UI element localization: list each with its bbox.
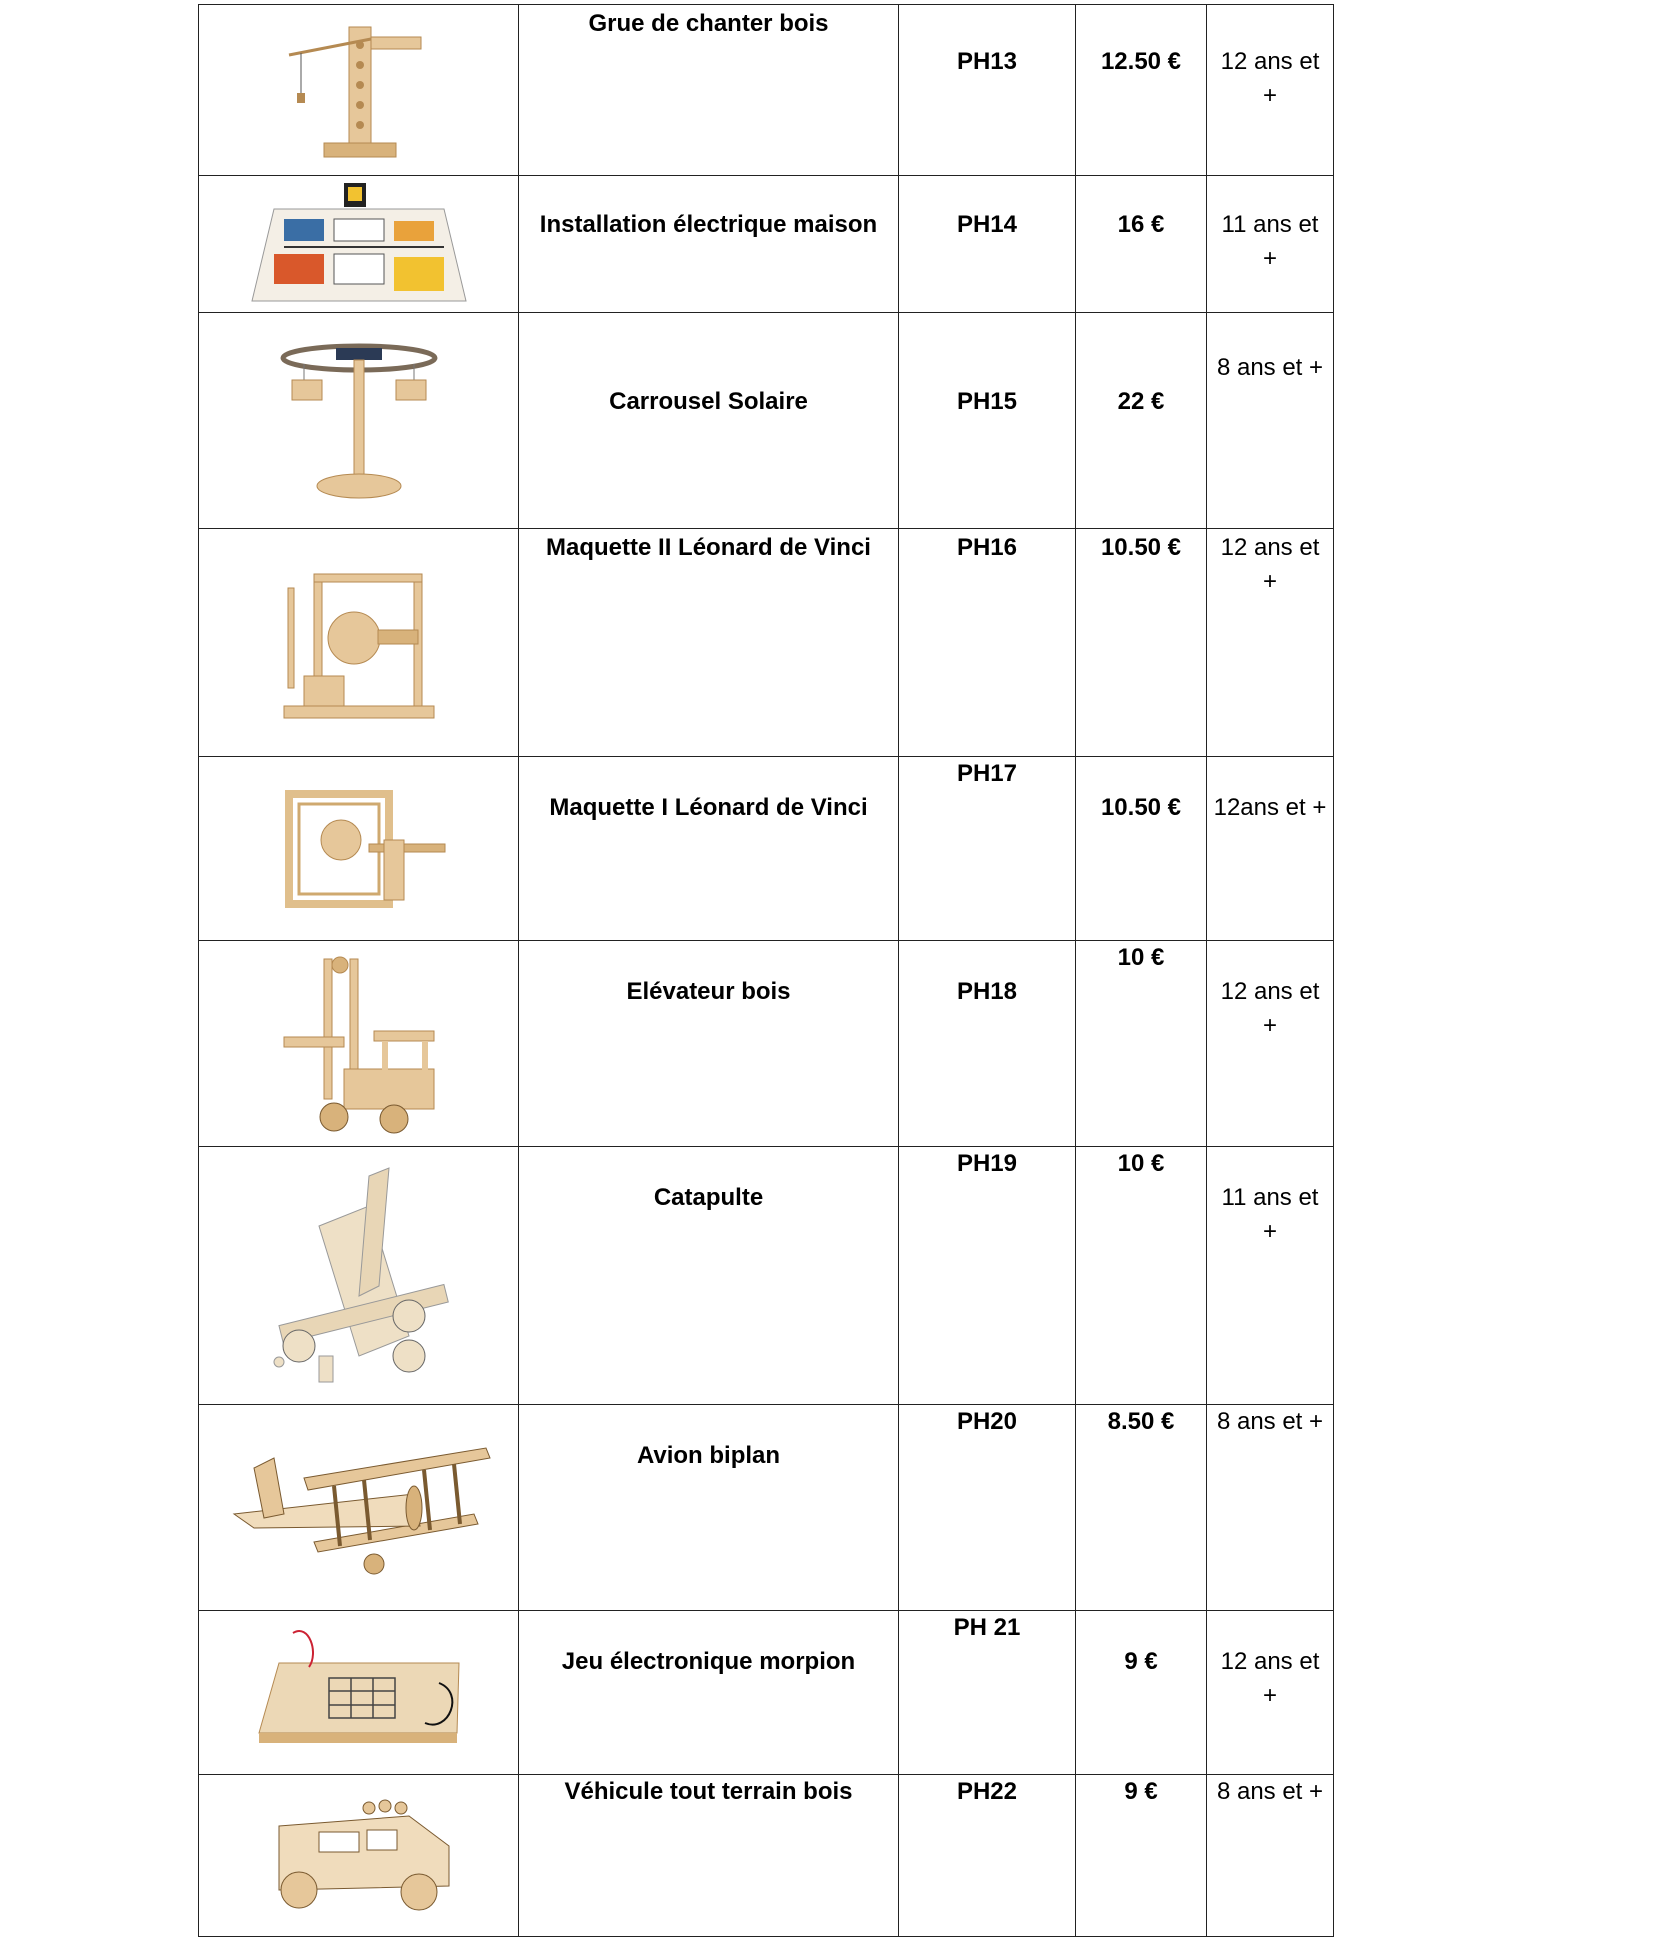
product-price: 10 € — [1117, 944, 1165, 971]
product-age: 12 ans et + — [1220, 1648, 1320, 1709]
product-age: 8 ans et + — [1216, 1408, 1324, 1435]
catapult-icon — [259, 1166, 459, 1386]
forklift-icon — [274, 949, 444, 1139]
product-ref-cell — [899, 5, 1076, 176]
product-ref-cell — [899, 1147, 1076, 1405]
product-name-cell — [519, 176, 899, 313]
product-image-cell — [199, 941, 519, 1147]
product-name-cell — [519, 941, 899, 1147]
product-image-cell — [199, 757, 519, 941]
product-age-cell — [1207, 5, 1334, 176]
product-ref: PH17 — [956, 760, 1018, 787]
tictactoe-board-icon — [249, 1623, 469, 1763]
product-name: Carrousel Solaire — [609, 388, 808, 415]
product-name: Elévateur bois — [626, 978, 791, 1005]
product-price-cell — [1076, 529, 1207, 757]
product-ref: PH14 — [956, 211, 1018, 238]
product-price-cell — [1076, 1611, 1207, 1775]
table-row — [199, 1147, 1334, 1405]
product-ref-cell — [899, 529, 1076, 757]
product-age-cell — [1207, 1147, 1334, 1405]
product-age: 11 ans et + — [1221, 211, 1319, 272]
product-age-cell — [1207, 757, 1334, 941]
product-price-cell — [1076, 1775, 1207, 1937]
product-image-cell — [199, 176, 519, 313]
product-ref-cell — [899, 313, 1076, 529]
davinci-machine-icon — [274, 558, 444, 728]
product-price: 9 € — [1124, 1778, 1158, 1805]
product-image-cell — [199, 1611, 519, 1775]
product-price-cell — [1076, 1147, 1207, 1405]
product-age: 8 ans et + — [1216, 1778, 1324, 1805]
product-ref: PH20 — [956, 1408, 1018, 1435]
product-name-cell — [519, 757, 899, 941]
product-price: 10.50 € — [1100, 534, 1182, 561]
product-ref: PH22 — [956, 1778, 1018, 1805]
product-price: 10 € — [1117, 1150, 1165, 1177]
product-ref-cell — [899, 941, 1076, 1147]
product-price: 10.50 € — [1100, 794, 1182, 821]
product-image-cell — [199, 1775, 519, 1937]
product-ref-cell — [899, 1775, 1076, 1937]
product-image-cell — [199, 5, 519, 176]
table-row — [199, 5, 1334, 176]
product-ref: PH19 — [956, 1150, 1018, 1177]
davinci-frame-icon — [269, 784, 449, 914]
product-price-cell — [1076, 1405, 1207, 1611]
product-age-cell — [1207, 941, 1334, 1147]
product-name: Maquette I Léonard de Vinci — [549, 794, 868, 821]
product-ref: PH16 — [956, 534, 1018, 561]
product-price-cell — [1076, 313, 1207, 529]
product-age-cell — [1207, 1775, 1334, 1937]
product-image-cell — [199, 529, 519, 757]
product-name: Jeu électronique morpion — [561, 1648, 856, 1675]
product-price: 12.50 € — [1100, 48, 1182, 75]
product-name: Grue de chanter bois — [588, 10, 829, 37]
product-ref-cell — [899, 757, 1076, 941]
offroad-vehicle-icon — [259, 1786, 459, 1926]
product-age: 11 ans et + — [1221, 1184, 1319, 1245]
product-age: 12 ans et + — [1220, 534, 1320, 595]
product-ref-cell — [899, 1611, 1076, 1775]
product-age: 8 ans et + — [1216, 354, 1324, 381]
product-price-cell — [1076, 941, 1207, 1147]
table-row — [199, 1611, 1334, 1775]
table-row — [199, 941, 1334, 1147]
product-ref: PH18 — [956, 978, 1018, 1005]
product-ref-cell — [899, 176, 1076, 313]
product-image-cell — [199, 1147, 519, 1405]
product-name-cell — [519, 529, 899, 757]
product-name-cell — [519, 1147, 899, 1405]
house-circuit-icon — [244, 179, 474, 309]
table-row — [199, 757, 1334, 941]
product-name-cell — [519, 313, 899, 529]
crane-icon — [279, 15, 439, 165]
product-age: 12ans et + — [1213, 794, 1327, 821]
product-price: 8.50 € — [1107, 1408, 1175, 1435]
product-price: 22 € — [1117, 388, 1165, 415]
product-name: Maquette II Léonard de Vinci — [546, 534, 871, 561]
product-table — [198, 4, 1334, 1937]
product-age-cell — [1207, 1405, 1334, 1611]
product-price-cell — [1076, 176, 1207, 313]
product-age: 12 ans et + — [1220, 978, 1320, 1039]
product-age-cell — [1207, 1611, 1334, 1775]
product-age-cell — [1207, 529, 1334, 757]
product-ref: PH13 — [956, 48, 1018, 75]
table-row — [199, 313, 1334, 529]
product-name: Installation électrique maison — [539, 211, 878, 238]
product-age-cell — [1207, 313, 1334, 529]
table-row — [199, 1405, 1334, 1611]
product-name-cell — [519, 1405, 899, 1611]
product-price-cell — [1076, 757, 1207, 941]
product-name-cell — [519, 5, 899, 176]
product-name-cell — [519, 1611, 899, 1775]
product-price-cell — [1076, 5, 1207, 176]
product-ref: PH15 — [956, 388, 1018, 415]
product-image-cell — [199, 313, 519, 529]
product-name: Avion biplan — [636, 1442, 781, 1469]
table-row — [199, 529, 1334, 757]
table-row — [199, 1775, 1334, 1937]
table-row — [199, 176, 1334, 313]
product-image-cell — [199, 1405, 519, 1611]
product-price: 9 € — [1124, 1648, 1158, 1675]
product-name: Catapulte — [653, 1184, 764, 1211]
product-price: 16 € — [1117, 211, 1165, 238]
product-name-cell — [519, 1775, 899, 1937]
product-age-cell — [1207, 176, 1334, 313]
product-ref-cell — [899, 1405, 1076, 1611]
biplane-icon — [224, 1438, 494, 1578]
carousel-icon — [274, 336, 444, 506]
product-ref: PH 21 — [953, 1614, 1021, 1641]
product-name: Véhicule tout terrain bois — [564, 1778, 853, 1805]
product-age: 12 ans et + — [1220, 48, 1320, 109]
